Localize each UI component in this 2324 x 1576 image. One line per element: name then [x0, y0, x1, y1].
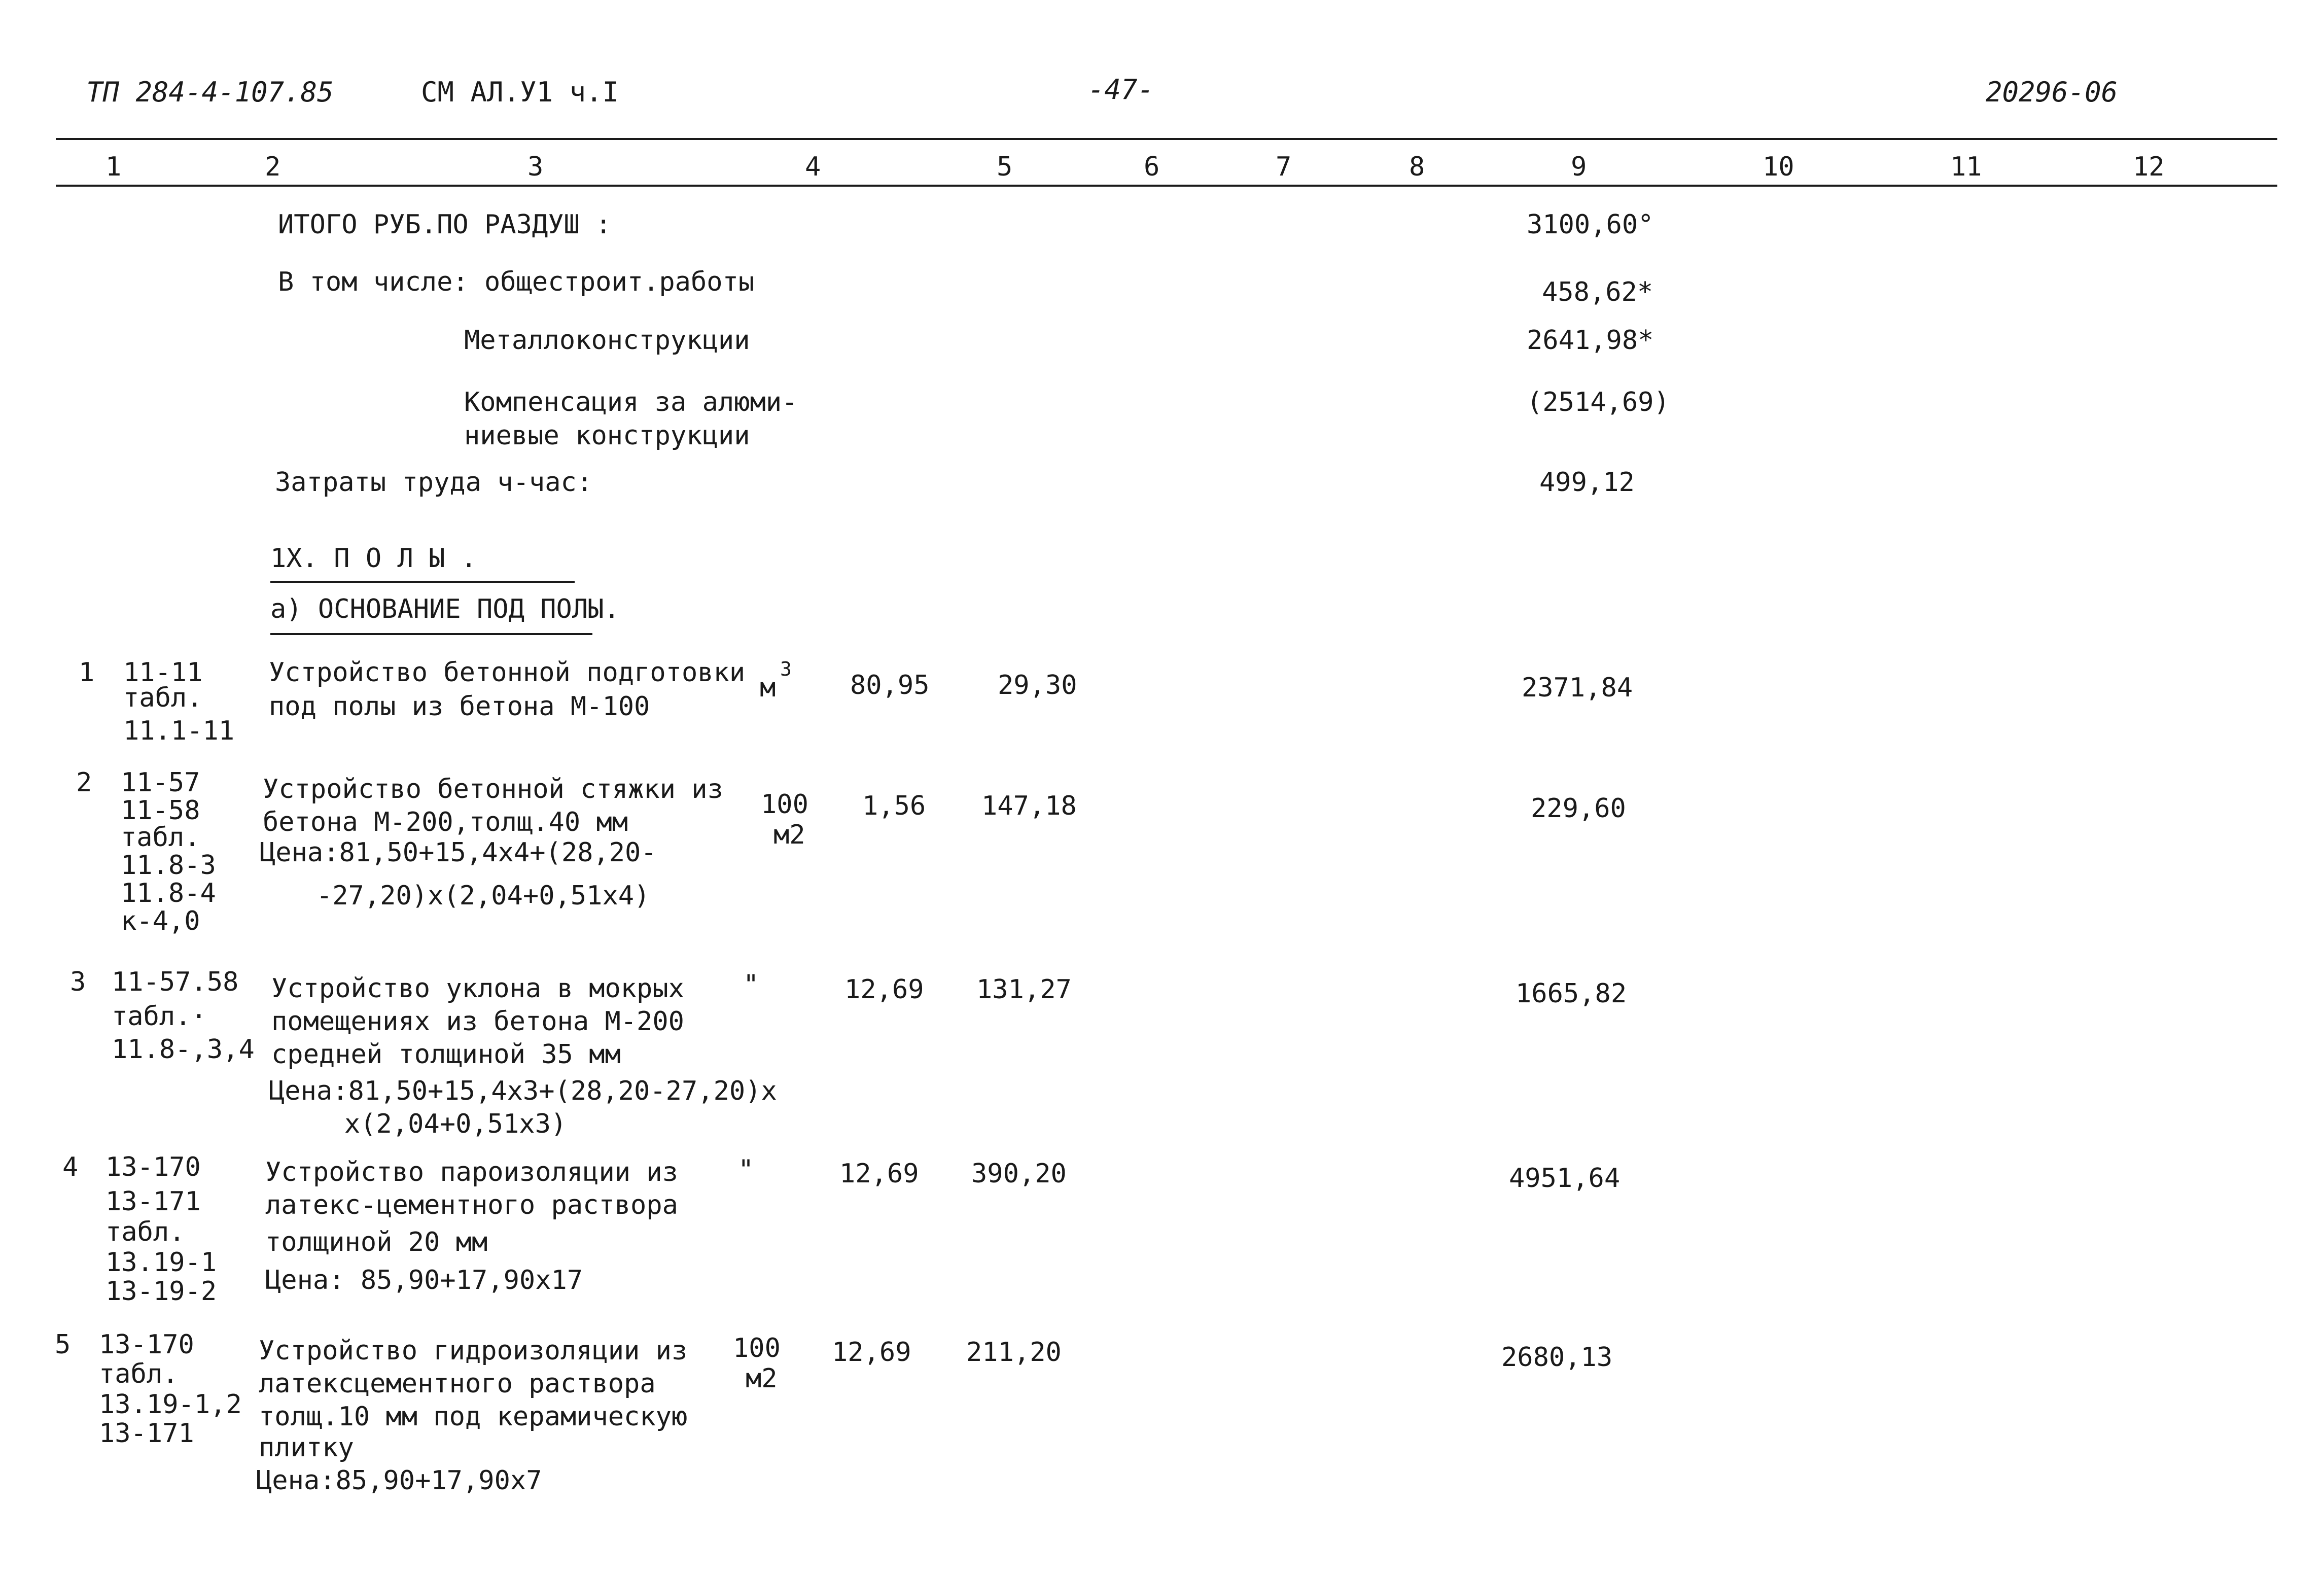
- item-code: табл.: [105, 1217, 185, 1247]
- col-num-3: 3: [527, 152, 544, 182]
- item-price: 390,20: [971, 1159, 1067, 1189]
- item-code: 11.8-4: [121, 878, 216, 908]
- col-num-8: 8: [1409, 152, 1425, 182]
- item-price: 211,20: [966, 1337, 1062, 1368]
- item-code: 13.19-1: [105, 1247, 217, 1278]
- item-total: 2680,13: [1501, 1342, 1613, 1373]
- col-num-6: 6: [1144, 152, 1160, 182]
- item-desc: Цена:81,50+15,4х4+(28,20-: [260, 837, 657, 868]
- totals-incl-label: В том числе: общестроит.работы: [278, 267, 755, 297]
- item-qty: 12,69: [839, 1159, 919, 1189]
- item-desc: помещениях из бетона М-200: [271, 1006, 684, 1037]
- item-unit: 100: [761, 789, 808, 820]
- item-code: 11.8-,3,4: [112, 1034, 255, 1065]
- item-code: табл.: [99, 1359, 179, 1389]
- item-unit: м2: [746, 1363, 778, 1394]
- item-desc: Устройство бетонной стяжки из: [263, 774, 723, 804]
- item-unit: м2: [773, 820, 805, 850]
- col-num-9: 9: [1571, 152, 1587, 182]
- item-code: 11.1-11: [123, 716, 235, 746]
- item-desc: под полы из бетона М-100: [269, 691, 650, 722]
- item-code: 11-11: [123, 657, 203, 688]
- totals-incl-value: 458,62*: [1542, 277, 1653, 307]
- totals-labor-label: Затраты труда ч-час:: [275, 467, 593, 498]
- album-label: СМ АЛ.У1 ч.I: [421, 76, 619, 108]
- totals-metal-value: 2641,98*: [1527, 325, 1654, 356]
- item-desc: плитку: [259, 1432, 354, 1463]
- col-num-1: 1: [105, 152, 122, 182]
- section-heading: 1Х. П О Л Ы .: [270, 543, 477, 574]
- item-number: 2: [76, 767, 92, 798]
- item-number: 4: [62, 1152, 79, 1182]
- item-code: к-4,0: [121, 906, 200, 936]
- item-desc: Цена:85,90+17,90х7: [256, 1465, 542, 1496]
- item-code: табл.: [123, 683, 203, 713]
- table-header-rule: [56, 185, 2277, 187]
- item-desc: х(2,04+0,51х3): [297, 1109, 567, 1139]
- totals-comp-line1: Компенсация за алюми-: [464, 387, 798, 417]
- totals-labor-value: 499,12: [1539, 467, 1635, 498]
- item-qty: 12,69: [844, 974, 924, 1005]
- item-price: 147,18: [981, 791, 1077, 821]
- col-num-11: 11: [1950, 152, 1982, 182]
- item-code: табл.·: [112, 1001, 207, 1032]
- item-total: 229,60: [1531, 793, 1626, 824]
- item-qty: 1,56: [862, 791, 926, 821]
- item-code: 13.19-1,2: [99, 1389, 242, 1420]
- item-unit: 100: [733, 1333, 781, 1363]
- item-code: 13-171: [105, 1186, 201, 1217]
- item-code: 13-19-2: [105, 1276, 217, 1307]
- item-code: табл.: [121, 822, 200, 853]
- totals-metal-label: Металлоконструкции: [464, 325, 750, 356]
- item-total: 1665,82: [1516, 978, 1627, 1009]
- doc-number: 20296-06: [1986, 76, 2118, 108]
- item-qty: 12,69: [832, 1337, 911, 1368]
- item-desc: толщ.10 мм под керамическую: [259, 1402, 688, 1432]
- item-desc: средней толщиной 35 мм: [271, 1039, 621, 1070]
- item-desc: Устройство уклона в мокрых: [271, 973, 684, 1004]
- item-desc: Цена:81,50+15,4х3+(28,20-27,20)х: [269, 1076, 777, 1106]
- item-desc: Цена: 85,90+17,90х17: [265, 1265, 583, 1295]
- item-unit: м: [760, 673, 776, 703]
- item-total: 4951,64: [1509, 1163, 1621, 1194]
- page-number: -47-: [1088, 74, 1154, 106]
- item-code: 11-58: [121, 795, 200, 826]
- item-number: 1: [79, 657, 95, 688]
- item-desc: Устройство пароизоляции из: [265, 1157, 678, 1187]
- item-qty: 80,95: [850, 670, 930, 701]
- col-num-7: 7: [1276, 152, 1292, 182]
- section-heading-underline: [270, 581, 575, 583]
- section-subheading: а) ОСНОВАНИЕ ПОД ПОЛЫ.: [270, 594, 620, 624]
- item-number: 3: [70, 967, 86, 997]
- col-num-5: 5: [997, 152, 1013, 182]
- totals-comp-line2: ниевые конструкции: [464, 421, 750, 451]
- item-desc: Устройство бетонной подготовки: [269, 657, 746, 688]
- table-top-rule: [56, 138, 2277, 140]
- item-desc: -27,20)х(2,04+0,51х4): [269, 881, 650, 911]
- totals-title: ИТОГО РУБ.ПО РАЗДУШ :: [278, 209, 612, 240]
- item-price: 29,30: [998, 670, 1077, 701]
- item-code: 11-57: [121, 767, 200, 798]
- col-num-4: 4: [805, 152, 821, 182]
- item-unit: ": [743, 969, 759, 1000]
- item-desc: Устройство гидроизоляции из: [259, 1336, 688, 1366]
- item-desc: толщиной 20 мм: [265, 1227, 488, 1257]
- item-desc: латексцементного раствора: [259, 1369, 656, 1399]
- item-code: 13-171: [99, 1418, 194, 1449]
- item-code: 11-57.58: [112, 967, 239, 997]
- item-desc: бетона М-200,толщ.40 мм: [263, 807, 628, 837]
- col-num-10: 10: [1763, 152, 1794, 182]
- totals-comp-value: (2514,69): [1527, 387, 1670, 417]
- item-code: 11.8-3: [121, 850, 216, 881]
- item-code: 13-170: [105, 1152, 201, 1182]
- item-total: 2371,84: [1522, 673, 1633, 703]
- item-number: 5: [55, 1329, 71, 1360]
- item-unit-superscript: 3: [780, 658, 792, 680]
- item-unit: ": [738, 1154, 754, 1185]
- item-price: 131,27: [976, 974, 1072, 1005]
- item-code: 13-170: [99, 1329, 194, 1360]
- col-num-12: 12: [2133, 152, 2165, 182]
- item-desc: латекс-цементного раствора: [265, 1190, 678, 1220]
- totals-title-value: 3100,60°: [1527, 209, 1654, 240]
- col-num-2: 2: [265, 152, 281, 182]
- doc-code: ТП 284-4-107.85: [86, 76, 334, 108]
- section-subheading-underline: [270, 633, 592, 635]
